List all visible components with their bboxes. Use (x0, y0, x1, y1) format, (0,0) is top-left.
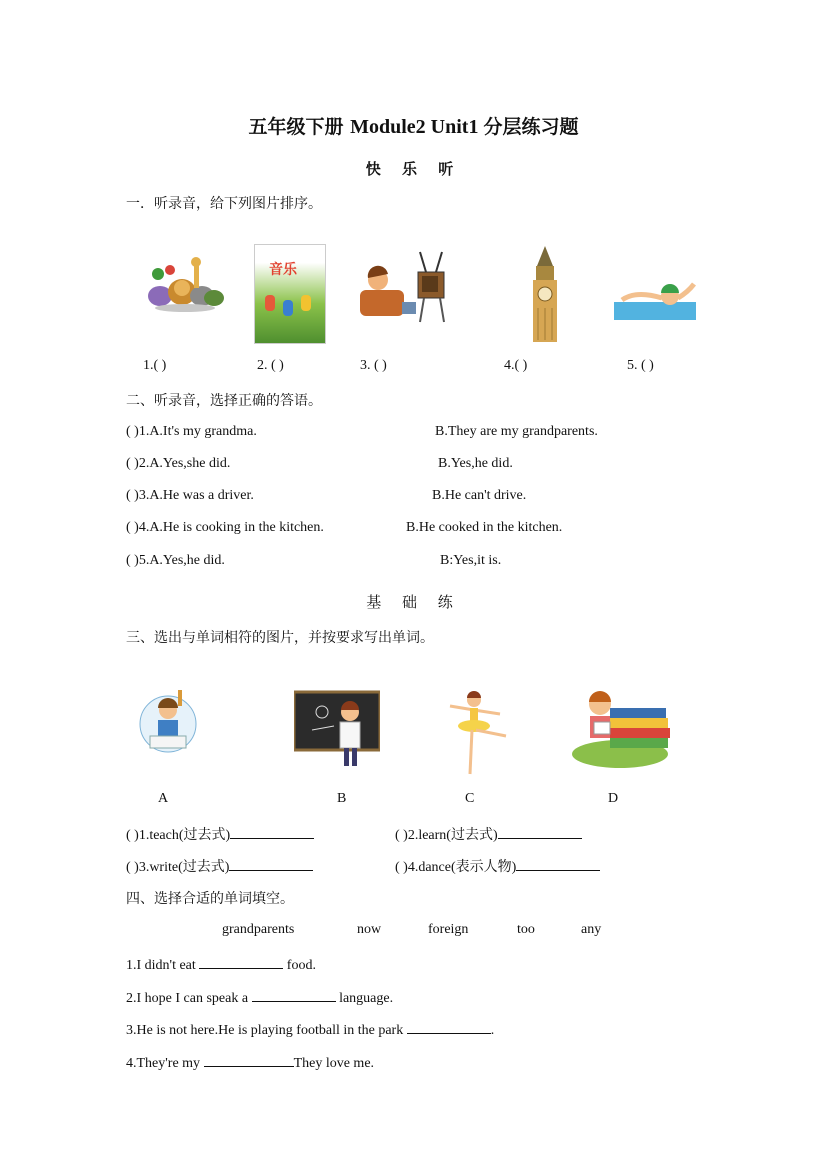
q4-blank-1[interactable] (199, 954, 283, 969)
word-bank-3: foreign (428, 922, 469, 937)
girl-reading-books-image (570, 686, 678, 770)
q4-s1-end: food. (286, 958, 316, 973)
q2-item-3-a: ( )3.A.He was a driver. (126, 488, 254, 503)
word-bank-1: grandparents (222, 922, 295, 937)
title-en: Module2 Unit1 (350, 116, 484, 138)
q3-item-3 (126, 856, 313, 876)
word-bank-4: too (517, 922, 535, 937)
q2-item-3-b: B.He can't drive. (432, 488, 527, 503)
q3-item-4 (395, 856, 600, 876)
q3-item-2 (395, 824, 582, 844)
q3-letter-b: B (337, 791, 347, 806)
q3-letter-c: C (465, 791, 475, 806)
girl-writing-image (138, 688, 198, 764)
q2-item-5-b: B:Yes,it is. (440, 553, 502, 568)
q4-blank-3[interactable] (407, 1019, 491, 1034)
q4-s4-end: They love me. (293, 1056, 375, 1071)
page-title (0, 112, 827, 139)
q2-item-2-a: ( )2.A.Yes,she did. (126, 456, 231, 471)
swimmer-image (614, 276, 696, 322)
q2-heading: 二、听录音，选择正确的答语。 (126, 393, 322, 409)
q4-s1-start: 1.I didn't eat (126, 958, 196, 973)
title-cn-prefix: 五年级下册 (248, 116, 351, 138)
q1-label-3: 3. ( ) (360, 358, 387, 373)
q2-item-2-b: B.Yes,he did. (438, 456, 513, 471)
q4-blank-2[interactable] (252, 987, 336, 1002)
q1-label-5: 5. ( ) (627, 358, 654, 373)
q3-blank-2[interactable] (498, 824, 582, 839)
q4-s2-start: 2.I hope I can speak a (126, 991, 249, 1006)
man-watching-tv-image (356, 250, 448, 324)
word-bank-5: any (581, 922, 602, 937)
q2-item-4-a: ( )4.A.He is cooking in the kitchen. (126, 520, 324, 535)
q2-item-4-b: B.He cooked in the kitchen. (406, 520, 563, 535)
section-basic-heading: 基 础 练 (366, 593, 461, 611)
q3-item-3-text: ( )3.write(过去式) (126, 860, 230, 875)
q4-sentence-3 (126, 1019, 494, 1039)
q1-heading: 一．听录音，给下列图片排序。 (126, 196, 322, 212)
q2-item-5-a: ( )5.A.Yes,he did. (126, 553, 225, 568)
q3-heading: 三、选出与单词相符的图片，并按要求写出单词。 (126, 630, 434, 646)
q4-s3-start: 3.He is not here.He is playing football in the park (126, 1023, 404, 1038)
q3-blank-3[interactable] (229, 856, 313, 871)
q3-item-1-text: ( )1.teach(过去式) (126, 828, 231, 843)
book-title: 音乐 (269, 262, 297, 278)
q3-blank-4[interactable] (516, 856, 600, 871)
q4-s3-end: . (490, 1023, 495, 1038)
q4-s4-start: 4.They're my (126, 1056, 201, 1071)
q4-sentence-4 (126, 1052, 374, 1072)
big-ben-image (528, 246, 562, 344)
q3-letter-a: A (158, 791, 169, 806)
q3-blank-1[interactable] (230, 824, 314, 839)
q4-heading: 四、选择合适的单词填空。 (126, 891, 294, 907)
word-bank-2: now (357, 922, 382, 937)
q3-item-2-text: ( )2.learn(过去式) (395, 828, 498, 843)
q4-sentence-2 (126, 987, 393, 1007)
q3-item-1 (126, 824, 314, 844)
q4-sentence-1 (126, 954, 316, 974)
q2-item-1-b: B.They are my grandparents. (435, 424, 598, 439)
q1-label-1: 1.( ) (143, 358, 167, 373)
animals-group-image (140, 252, 226, 314)
q2-item-1-a: ( )1.A.It's my grandma. (126, 424, 257, 439)
music-book-image (254, 244, 326, 344)
q4-s2-end: language. (339, 991, 394, 1006)
ballet-dancer-image (444, 690, 514, 780)
section-listen-heading: 快 乐 听 (365, 160, 462, 178)
q3-item-4-text: ( )4.dance(表示人物) (395, 860, 517, 875)
q4-blank-4[interactable] (204, 1052, 294, 1067)
teacher-blackboard-image (294, 690, 380, 768)
q1-label-2: 2. ( ) (257, 358, 284, 373)
title-cn-suffix: 分层练习题 (483, 116, 579, 138)
q3-letter-d: D (608, 791, 619, 806)
q1-label-4: 4.( ) (504, 358, 528, 373)
